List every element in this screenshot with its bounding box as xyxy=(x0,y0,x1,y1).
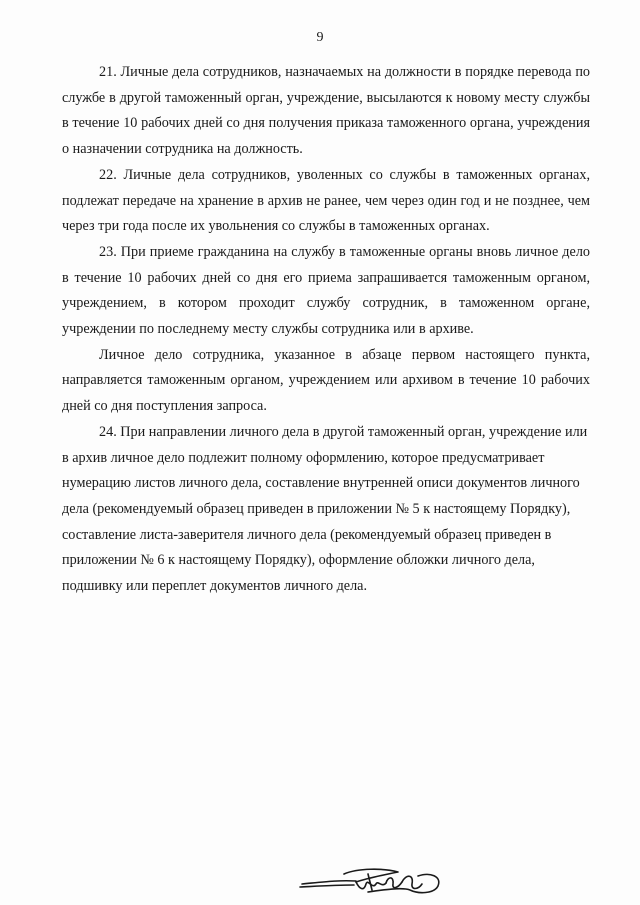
paragraph-23: 23. При приеме гражданина на службу в таможенные органы вновь личное дело в течение 10 рабочих дней со дня его приема запрашивается таможенным органом, учреждением, в котором проходит службу сотрудник, в таможенном органе, учреждении по последнему месту службы сотрудника или в архиве. xyxy=(62,243,590,338)
paragraph-23-second: Личное дело сотрудника, указанное в абзаце первом настоящего пункта, направляется таможенным органом, учреждением или архивом в течение 10 рабочих дней со дня поступления запроса. xyxy=(62,346,590,415)
handwritten-signature-icon xyxy=(298,860,458,900)
paragraph-21: 21. Личные дела сотрудников, назначаемых на должности в порядке перевода по службе в другой таможенный орган, учреждение, высылаются к новому месту службы в течение 10 рабочих дней со дня получения приказа таможенного органа, учреждения о назначении сотрудника на должность. xyxy=(62,64,590,158)
paragraph-22: 22. Личные дела сотрудников, уволенных со службы в таможенных органах, подлежат передаче на хранение в архив не ранее, чем через один год и не позднее, чем через три года после их увольнения со службы в таможенных органах. xyxy=(62,166,590,235)
document-body xyxy=(62,60,590,600)
page-number: 9 xyxy=(316,30,324,45)
paragraph-24: 24. При направлении личного дела в другой таможенный орган, учреждение или в архив личное дело подлежит полному оформлению, которое предусматривает нумерацию листов личного дела, составление внутренней описи документов личного дела (рекомендуемый образец приведен в приложении № 5 к настоящему Порядку), составление листа-заверителя личного дела (рекомендуемый образец приведен в приложении № 6 к настоящему Порядку), оформление обложки личного дела, подшивку или переплет документов личного дела. xyxy=(62,423,588,595)
